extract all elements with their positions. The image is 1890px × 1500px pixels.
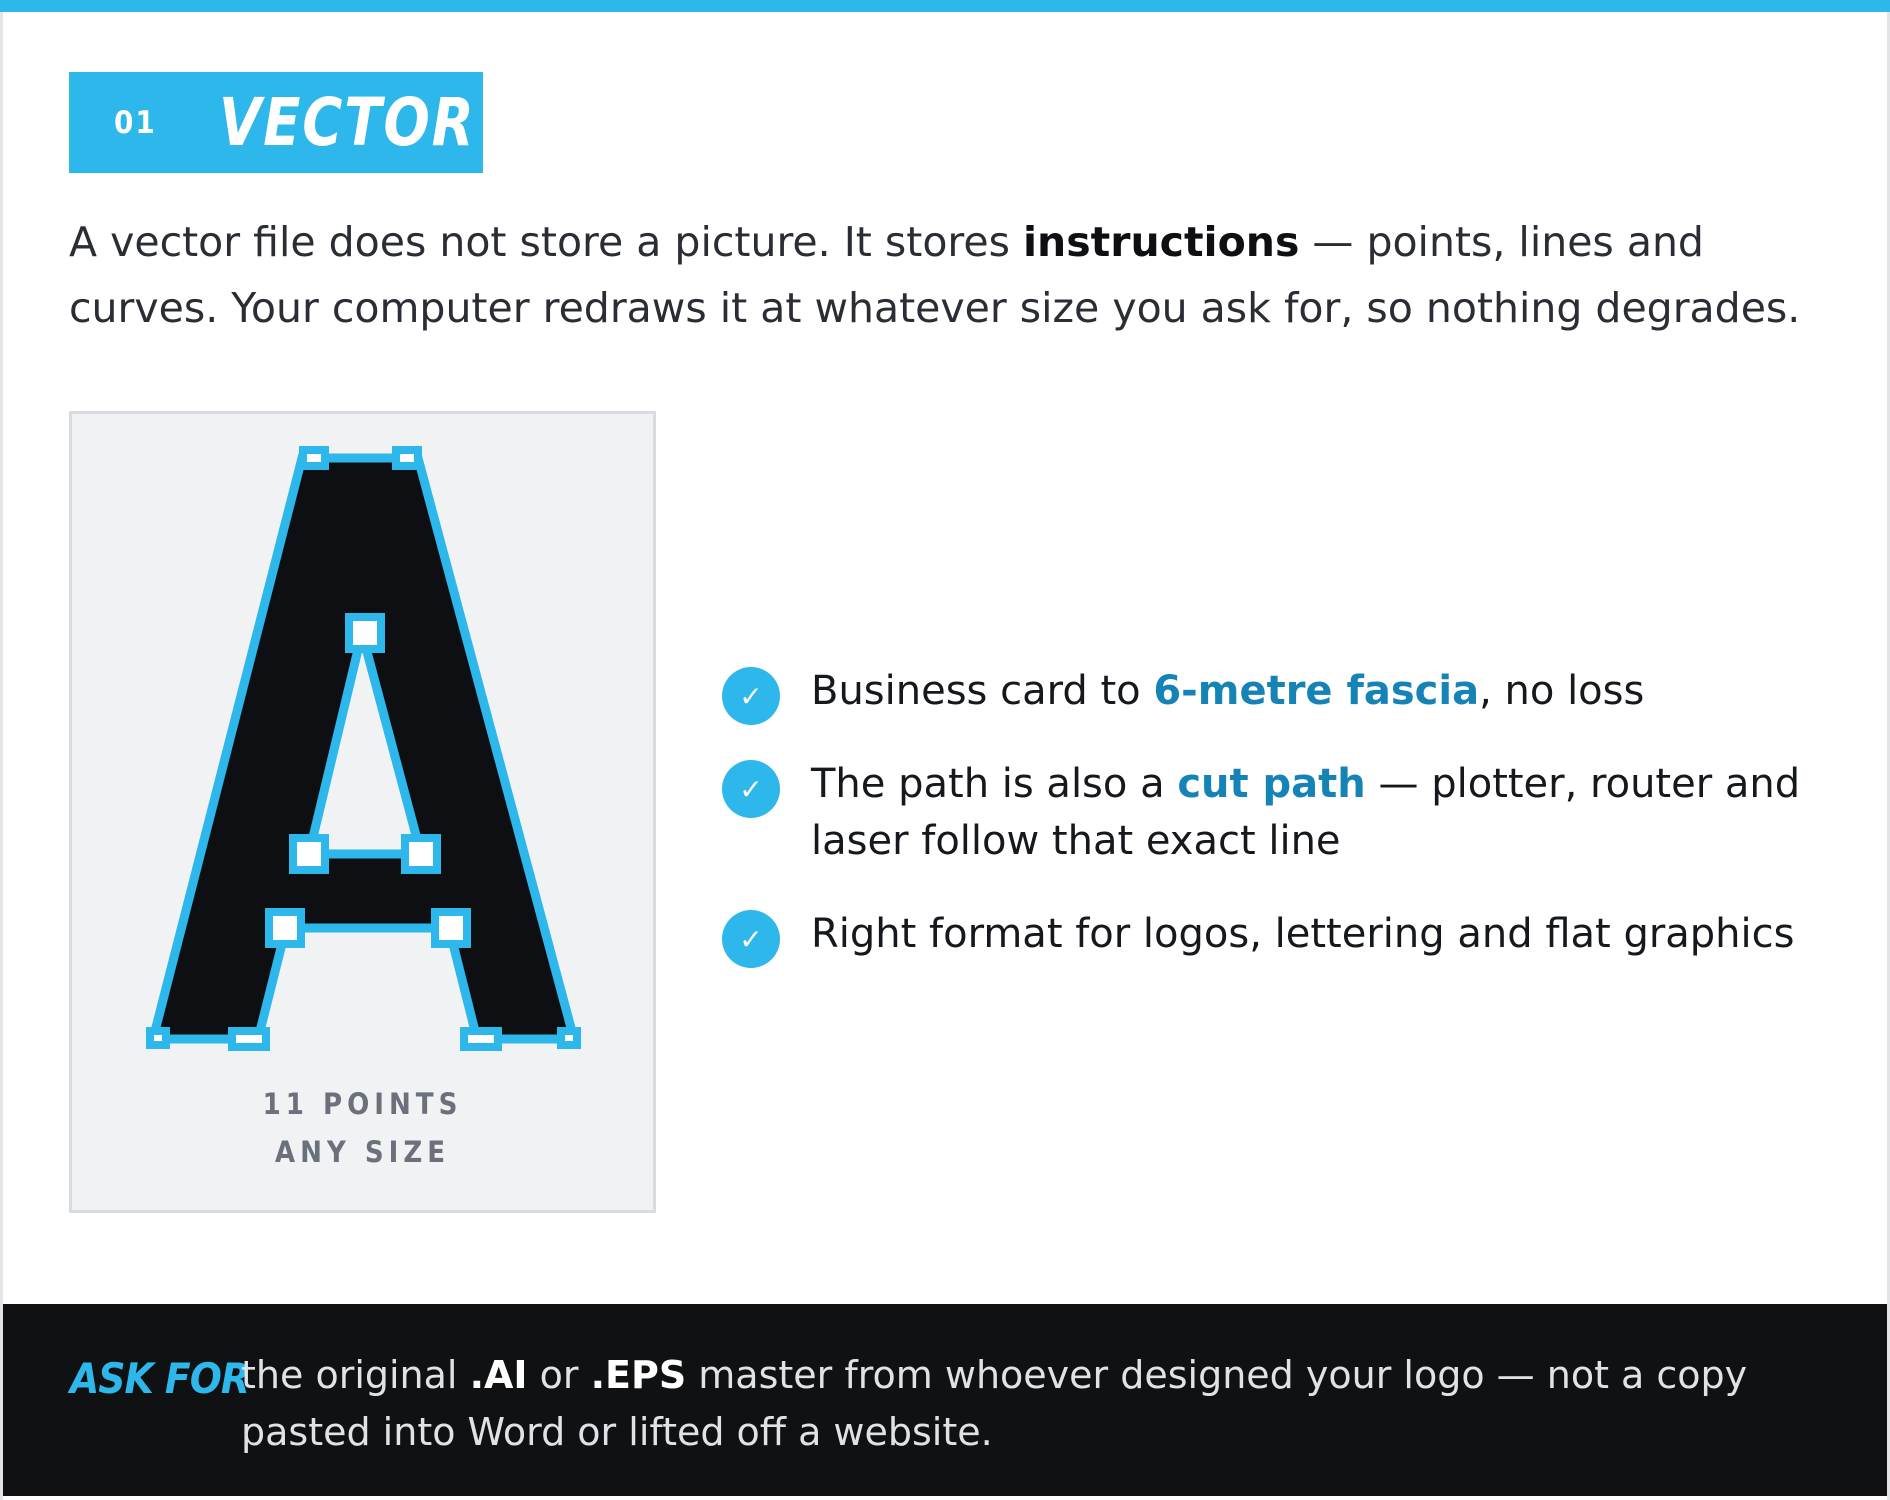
benefit-text-start: The path is also a (811, 761, 1178, 807)
check-icon: ✓ (722, 667, 780, 725)
cta-text-part: or (527, 1353, 591, 1397)
benefit-text-start: Right format for logos, lettering and flat graphics (811, 911, 1795, 957)
ask-for-text (241, 1347, 1801, 1461)
benefit-text (811, 756, 1851, 870)
intro-text-end: — points, lines and curves. Your computer redraws it at whatever size you ask for, so nothing degrades. (69, 218, 1801, 332)
section-badge (69, 72, 483, 173)
section-title: VECTOR (218, 84, 476, 161)
cta-text-part: the original (241, 1353, 470, 1397)
top-accent-bar (0, 0, 1890, 12)
check-icon: ✓ (722, 760, 780, 818)
benefit-highlight: cut path (1177, 761, 1366, 807)
intro-bold-term: instructions (1023, 218, 1300, 266)
section-number: 01 (114, 104, 157, 141)
benefit-text-end: , no loss (1479, 668, 1645, 714)
benefit-highlight: 6-metre fascia (1153, 668, 1480, 714)
ask-for-label: ASK FOR (70, 1354, 249, 1403)
benefit-text-end: — plotter, router and laser follow that exact line (811, 761, 1801, 864)
figure-caption-size: ANY SIZE (274, 1135, 451, 1169)
intro-text-start: A vector file does not store a picture. It stores (69, 218, 1023, 266)
vector-figure-panel (69, 411, 656, 1213)
benefit-text-start: Business card to (811, 668, 1154, 714)
intro-paragraph (69, 209, 1849, 341)
benefit-text (811, 906, 1851, 963)
benefit-text (811, 663, 1851, 720)
file-format-eps: .EPS (590, 1353, 687, 1397)
cta-text-part: master from whoever designed your logo — not a copy pasted into Word or lifted off a website. (241, 1353, 1748, 1454)
file-format-ai: .AI (469, 1353, 528, 1397)
figure-caption-points: 11 POINTS (262, 1087, 463, 1121)
ask-for-callout (3, 1304, 1887, 1496)
check-icon: ✓ (722, 910, 780, 968)
